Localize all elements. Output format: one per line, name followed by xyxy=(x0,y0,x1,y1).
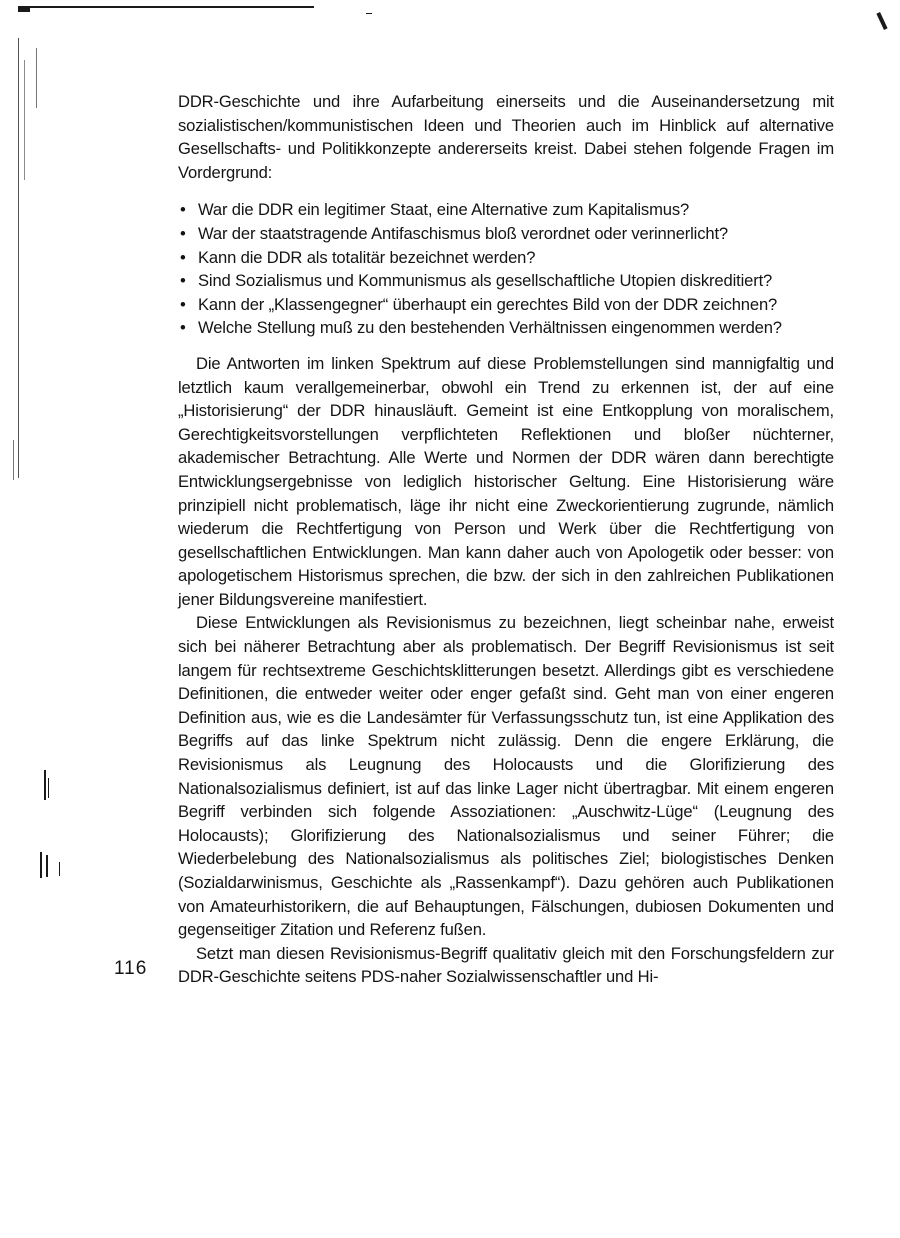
question-item: • War die DDR ein legitimer Staat, eine Alternative zum Kapitalismus? xyxy=(178,198,834,222)
page-number: 116 xyxy=(114,958,148,979)
revisionismus-paragraph: Diese Entwicklungen als Revisionismus zu bezeichnen, liegt scheinbar nahe, erweist sich bei näherer Betrachtung aber als problematisch. Der Begriff Revisionismus ist seit langem für rechtsextreme Geschichtsklitterungen besetzt. Allerdings gibt es verschiedene Definitionen, die entweder weiter oder enger gefaßt sind. Geht man von einer engeren Definition aus, wie es die Landesämter für Verfassungsschutz tun, ist eine Applikation des Begriffs auf das linke Spektrum nicht zulässig. Denn die engere Erklärung, die Revisionismus als Leugnung des Holocausts und die Glorifizierung des Nationalsozialismus definiert, ist auf das linke Lager nicht übertragbar. Mit einem engeren Begriff verbinden sich folgende Assoziationen: „Auschwitz-Lüge“ (Leugnung des Holocausts); Glorifizierung des Nationalsozialismus und seiner Führer; die Wiederbelebung des Nationalsozialismus als politisches Ziel; biologistisches Denken (Sozialdarwinismus, Geschichte als „Rassenkampf“). Dazu gehören auch Publikationen von Amateurhistorikern, die auf Behauptungen, Fälschungen, dubiosen Dokumenten und gegenseitiger Zitation und Referenz fußen. xyxy=(178,613,834,940)
scan-binding-line-2 xyxy=(24,60,25,180)
scan-top-rule xyxy=(18,6,314,8)
question-item: • Kann der „Klassengegner“ überhaupt ein gerechtes Bild von der DDR zeichnen? xyxy=(178,293,834,317)
question-item: • Kann die DDR als totalitär bezeichnet werden? xyxy=(178,246,834,270)
scan-binding-mark-5 xyxy=(59,862,60,876)
scan-binding-mark-2 xyxy=(48,778,49,798)
intro-paragraph: DDR-Geschichte und ihre Aufarbeitung einerseits und die Auseinandersetzung mit sozialistischen/kommunistischen Ideen und Theorien auch im Hinblick auf alternative Gesellschafts- und Politikkonzepte andererseits kreist. Dabei stehen folgende Fragen im Vordergrund: xyxy=(178,92,834,182)
scan-corner-mark xyxy=(876,12,887,30)
question-item: • Welche Stellung muß zu den bestehenden Verhältnissen eingenommen werden? xyxy=(178,316,834,340)
scan-binding-line-1 xyxy=(18,38,19,478)
scan-binding-mark-3 xyxy=(40,852,42,878)
question-list xyxy=(178,198,834,340)
scan-top-dash xyxy=(366,13,372,14)
historisierung-paragraph: Die Antworten im linken Spektrum auf diese Problemstellungen sind mannigfaltig und letztlich kaum verallgemeinerbar, obwohl ein Trend zu erkennen ist, der auf eine „Historisierung“ der DDR hinausläuft. Gemeint ist eine Entkopplung von moralischem, Gerechtigkeitsvorstellungen verpflichteten Reflektionen und bloßer nüchterner, akademischer Betrachtung. Alle Werte und Normen der DDR wären dann berechtigte Entwicklungsergebnisse von lediglich historischer Geltung. Eine Historisierung wäre prinzipiell nicht problematisch, läge ihr nicht eine Zweckorientierung zugrunde, nämlich wiederum die Rechtfertigung von Person und Werk über die Rechtfertigung von gesellschaftlichen Entwicklungen. Man kann daher auch von Apologetik oder besser: von apologetischem Historismus sprechen, die bzw. der sich in den zahlreichen Publikationen jener Bildungsvereine manifestiert. xyxy=(178,353,834,609)
closing-paragraph: Setzt man diesen Revisionismus-Begriff qualitativ gleich mit den Forschungsfeldern zur DDR-Geschichte seitens PDS-naher Sozialwissenschaftler und Hi- xyxy=(178,943,834,987)
question-item: • War der staatstragende Antifaschismus bloß verordnet oder verinnerlicht? xyxy=(178,222,834,246)
scan-top-tick xyxy=(18,6,30,12)
scan-binding-line-4 xyxy=(13,440,14,480)
scan-binding-line-3 xyxy=(36,48,37,108)
scan-binding-mark-1 xyxy=(44,770,46,800)
scan-binding-mark-4 xyxy=(46,855,48,877)
question-item: • Sind Sozialismus und Kommunismus als gesellschaftliche Utopien diskreditiert? xyxy=(178,269,834,293)
page-body xyxy=(178,90,834,989)
